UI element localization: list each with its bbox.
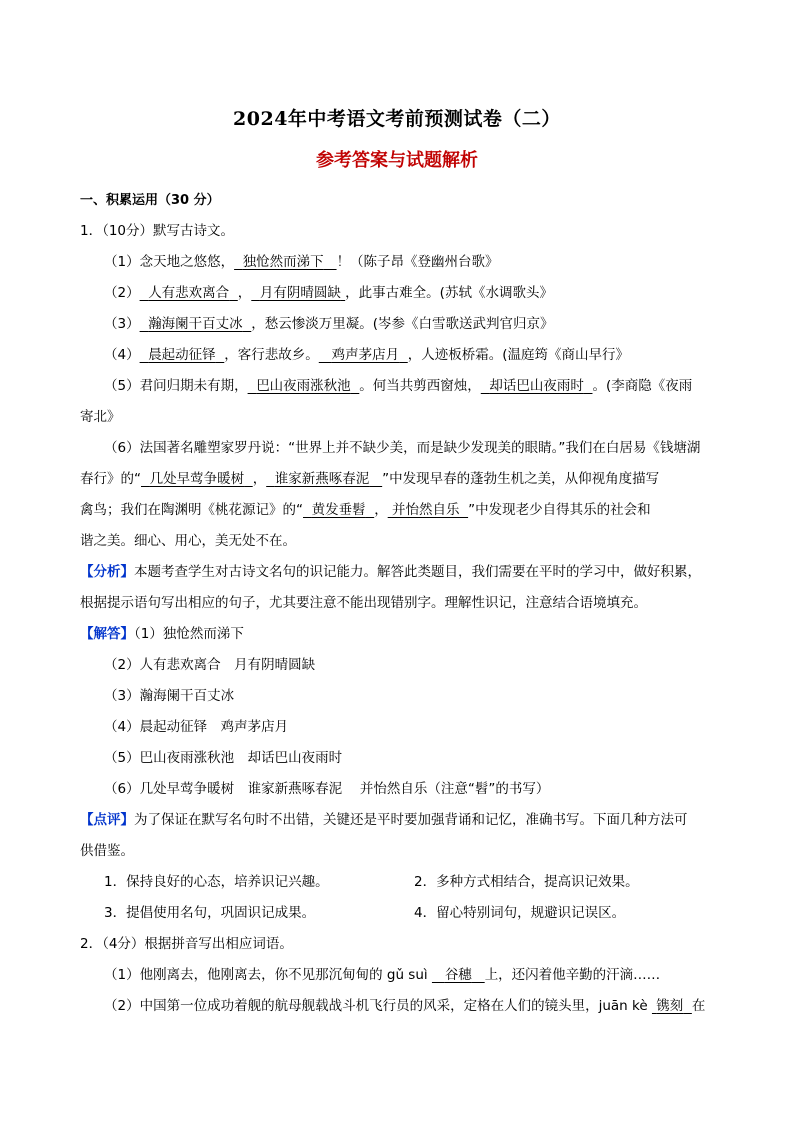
page-subtitle: 参考答案与试题解析 — [316, 150, 478, 171]
q1-item-6-text-4: ”中发现老少自得其乐的社会和 — [468, 502, 651, 518]
q1-item-2-mid: ， — [237, 285, 252, 301]
q1-item-5-source: 。(李商隐《夜雨 — [592, 378, 693, 394]
q2-item-2-answer: 镌刻 — [656, 998, 684, 1014]
document-body — [80, 185, 730, 1022]
q1-item-4-answer-1: 晨起动征铎 — [148, 347, 216, 363]
answer-tag: 【解答】 — [80, 626, 134, 642]
q1-item-4-prompt: （4） — [104, 347, 140, 363]
q1-item-2-source: ，此事古难全。(苏轼《水调歌头》 — [345, 285, 553, 301]
q1-item-6-comma: ， — [252, 471, 267, 487]
tips-row-1 — [80, 867, 730, 898]
q1-item-6-answer-1: 几处早莺争暖树 — [149, 471, 245, 487]
q1-item-4-source: ，人迹板桥霜。(温庭筠《商山早行》 — [407, 347, 630, 363]
q1-item-2-prompt: （2） — [104, 285, 140, 301]
q1-item-5-prompt: （5）君问归期未有期， — [104, 378, 248, 394]
q1-item-6-answer-3: 黄发垂髫 — [311, 502, 366, 518]
q2-item-2-rest: 在 — [691, 998, 706, 1014]
q1-item-2-answer-2: 月有阴晴圆缺 — [259, 285, 341, 301]
tip-item: 4．留心特别词句，规避识记误区。 — [414, 905, 626, 921]
q2-item-1 — [80, 960, 730, 991]
analysis-line-1 — [80, 557, 730, 588]
answer-item: （3）瀚海阑干百丈冰 — [104, 688, 235, 704]
q1-item-5-answer-1: 巴山夜雨涨秋池 — [256, 378, 351, 394]
q1-item-4-answer-2: 鸡声茅店月 — [331, 347, 400, 363]
q1-item-5-mid: 。何当共剪西窗烛， — [359, 378, 481, 394]
q1-item-5 — [80, 371, 730, 402]
q2-item-1-rest: 上，还闪着他辛勤的汗滴…… — [484, 967, 661, 983]
q1-item-2-answer-1: 人有悲欢离合 — [148, 285, 230, 301]
answer-item: （4）晨起动征铎 鸡声茅店月 — [104, 719, 289, 735]
tip-item: 2．多种方式相结合，提高识记效果。 — [414, 874, 639, 890]
q2-item-2 — [80, 991, 730, 1022]
analysis-text: 本题考查学生对古诗文名句的识记能力。解答此类题目，我们需要在平时的学习中，做好积累， — [134, 564, 701, 580]
q1-item-1-source: ！（陈子昂《登幽州台歌》 — [336, 254, 499, 270]
comment-line-2: 供借鉴。 — [80, 843, 134, 859]
q1-item-3-source: ，愁云惨淡万里凝。(岑参《白雪歌送武判官归京》 — [251, 316, 554, 332]
comment-tag: 【点评】 — [80, 812, 134, 828]
section-heading: 一、积累运用（30 分） — [80, 193, 220, 208]
q2-item-1-answer: 谷穗 — [444, 967, 472, 983]
tip-item: 3．提倡使用名句，巩固识记成果。 — [104, 905, 316, 921]
q1-item-3-prompt: （3） — [104, 316, 140, 332]
q1-item-5-answer-2: 却话巴山夜雨时 — [489, 378, 584, 394]
answer-item: （6）几处早莺争暖树 谁家新燕啄春泥 并怡然自乐（注意“髫”的书写） — [104, 781, 550, 797]
q1-item-6-comma-2: ， — [374, 502, 388, 518]
q1-item-4-mid: ，客行悲故乡。 — [224, 347, 319, 363]
analysis-line-2: 根据提示语句写出相应的句子，尤其要注意不能出现错别字。理解性识记，注意结合语境填充。 — [80, 595, 647, 611]
q1-item-6-line-2 — [80, 464, 730, 495]
tip-item: 1．保持良好的心态，培养识记兴趣。 — [104, 874, 329, 890]
tips-row-2 — [80, 898, 730, 929]
answer-item: （2）人有悲欢离合 月有阴晴圆缺 — [104, 657, 316, 673]
q1-item-6-answer-4: 并怡然自乐 — [391, 502, 460, 518]
answer-line-1 — [80, 619, 730, 650]
q1-item-6-line-1: （6）法国著名雕塑家罗丹说：“世界上并不缺少美，而是缺少发现美的眼睛。”我们在白居易《钱塘湖 — [104, 440, 701, 456]
q1-item-1-answer-1: 独怆然而涕下 — [242, 254, 324, 270]
question-2-header: 2．（4分）根据拼音写出相应词语。 — [80, 936, 293, 952]
q1-item-6-text: 春行》的“ — [80, 471, 141, 487]
q2-item-1-prompt: （1）他刚离去，他刚离去，你不见那沉甸甸的 gǔ suì — [104, 967, 432, 983]
comment-line-1 — [80, 805, 730, 836]
q1-item-3 — [80, 309, 730, 340]
q1-item-6-text-2: ”中发现早春的蓬勃生机之美，从仰视角度描写 — [382, 471, 660, 487]
q1-item-3-answer-1: 瀚海阑干百丈冰 — [148, 316, 243, 332]
comment-text: 为了保证在默写名句时不出错，关键还是平时要加强背诵和记忆，准确书写。下面几种方法可 — [134, 812, 688, 828]
q1-item-4 — [80, 340, 730, 371]
q1-item-6-line-4: 谐之美。细心、用心，美无处不在。 — [80, 533, 296, 549]
q2-item-2-prompt: （2）中国第一位成功着舰的航母舰载战斗机飞行员的风采，定格在人们的镜头里，juān kè — [104, 998, 652, 1014]
q1-item-6-text-3: 禽鸟；我们在陶渊明《桃花源记》的“ — [80, 502, 303, 518]
analysis-tag: 【分析】 — [80, 564, 134, 580]
q1-item-1 — [80, 247, 730, 278]
page-title: 2024年中考语文考前预测试卷（二） — [233, 108, 561, 130]
q1-item-2 — [80, 278, 730, 309]
answer-item: （1）独怆然而涕下 — [134, 626, 244, 642]
q1-item-5-continued: 寄北》 — [80, 409, 121, 425]
answer-item: （5）巴山夜雨涨秋池 却话巴山夜雨时 — [104, 750, 343, 766]
q1-item-6-line-3 — [80, 495, 730, 526]
q1-item-1-prompt: （1）念天地之悠悠， — [104, 254, 235, 270]
question-1-header: 1．（10分）默写古诗文。 — [80, 223, 235, 239]
q1-item-6-answer-2: 谁家新燕啄春泥 — [274, 471, 370, 487]
